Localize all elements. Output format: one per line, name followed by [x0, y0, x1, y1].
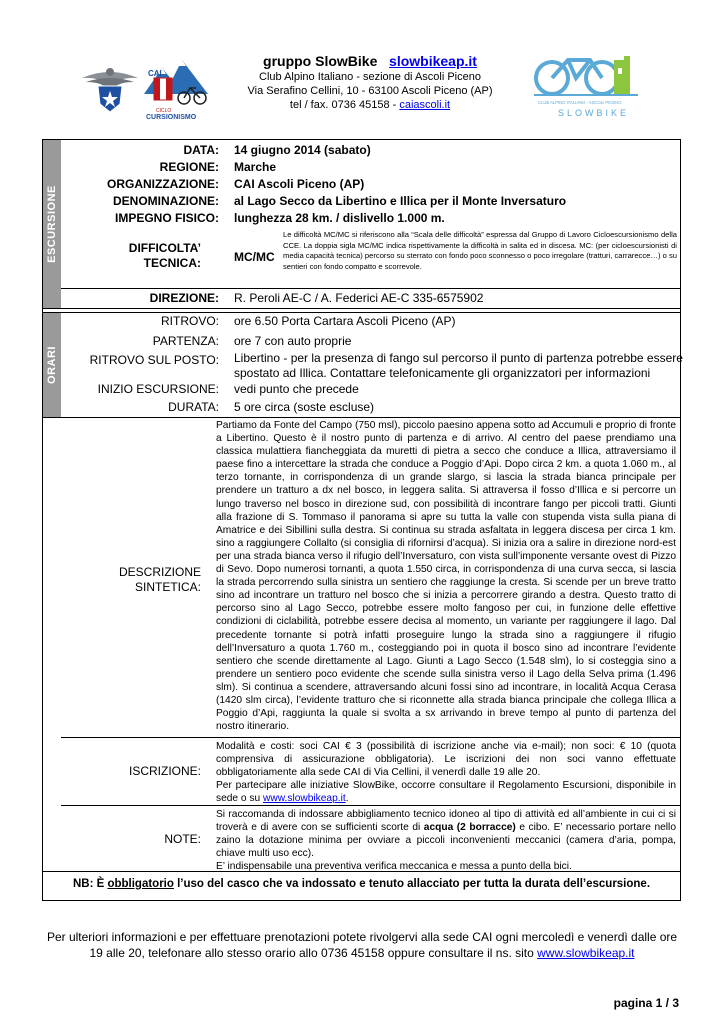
- note-label: NOTE:: [164, 832, 201, 846]
- divider: [61, 737, 680, 738]
- ritrovo-posto-value-2: spostato ad Illica. Contattare telefonicamente gli organizzatori per informazioni: [234, 366, 651, 380]
- direzione-value: R. Peroli AE-C / A. Federici AE-C 335-6575902: [234, 291, 484, 305]
- slowbike-logo: [530, 54, 642, 120]
- footer-link[interactable]: www.slowbikeap.it: [537, 946, 635, 960]
- orari-label: ORARI: [46, 346, 58, 384]
- caiascoli-link[interactable]: caiascoli.it: [399, 99, 451, 111]
- ritrovo-posto-value-1: Libertino - per la presenza di fango sul percorso il punto di partenza potrebbe essere: [234, 351, 683, 365]
- impegno-label: IMPEGNO FISICO:: [114, 211, 219, 225]
- difficolta-note: Le difficoltà MC/MC si riferiscono alla “Scala delle difficoltà” espressa dal Gruppo di Lavoro Cicloescursionismo della CCE. La doppia sigla MC/MC indica rispettivamente la difficoltà in salita ed in discesa. MC: (per cicloescursionisti di media capacità tecnica) percorso su sterrato con fondo poco sconnesso o poco irregolare (tratturi, carrarecce…) o su sentieri con fondo compatto e scorrevole.: [283, 230, 677, 271]
- header-line1: Club Alpino Italiano - sezione di Ascoli Piceno: [259, 71, 481, 83]
- header-line2: Via Serafino Cellini, 10 - 63100 Ascoli Piceno (AP): [247, 85, 493, 97]
- data-label: DATA:: [183, 143, 219, 157]
- slowbike-logo-small: CLUB ALPINO ITALIANO - ASCOLI PICENO: [538, 100, 622, 105]
- organizzazione-value: CAI Ascoli Piceno (AP): [234, 177, 365, 191]
- organizzazione-label: ORGANIZZAZIONE:: [107, 177, 219, 191]
- slowbike-link[interactable]: www.slowbikeap.it: [263, 793, 346, 805]
- escursione-label: ESCURSIONE: [46, 185, 58, 263]
- iscrizione-text: Modalità e costi: soci CAI € 3 (possibilità di iscrizione anche via e-mail); non soci: € 10 (quota comprensiva di assicurazione obbligatoria). Le iscrizioni dei non soci vanno effettuate obbligatoriamente alla sede CAI di Via Cellini, il venerdì dalle 19 alle 20. Per partecipare alle iniziative SlowBike, occorre consultare il Regolamento Escursioni, disponibile in sede o su www.slowbikeap.it.: [216, 741, 676, 805]
- durata-label: DURATA:: [168, 400, 219, 414]
- divider: [61, 288, 680, 289]
- difficolta-label: DIFFICOLTA’ TECNICA:: [128, 241, 201, 270]
- cai-logo-sub: CICLO: [156, 108, 172, 114]
- ritrovo-value: ore 6.50 Porta Cartara Ascoli Piceno (AP): [234, 314, 456, 328]
- footer-info: Per ulteriori informazioni e per effettuare prenotazioni potete rivolgervi alla sede CAI ogni mercoledì e venerdì dalle ore 19 alle 20, telefonare allo stesso orario allo 0736 45158 oppure consultare il ns. sito www.slowbikeap.it: [46, 930, 678, 960]
- descrizione-label: DESCRIZIONE SINTETICA:: [118, 565, 201, 594]
- ritrovo-label: RITROVO:: [160, 314, 219, 328]
- partenza-label: PARTENZA:: [152, 334, 219, 348]
- iscrizione-label: ISCRIZIONE:: [128, 764, 201, 778]
- orari-band: [43, 313, 61, 417]
- regione-value: Marche: [234, 160, 277, 174]
- durata-value: 5 ore circa (soste escluse): [234, 400, 375, 414]
- cai-cicloescursionismo-logo: [142, 54, 210, 122]
- impegno-value: lunghezza 28 km. / dislivello 1.000 m.: [234, 211, 445, 225]
- cai-eagle-logo: [80, 60, 140, 115]
- excursion-table: [42, 139, 681, 901]
- inizio-label: INIZIO ESCURSIONE:: [97, 382, 219, 396]
- divider: [43, 308, 680, 309]
- note-text: Si raccomanda di indossare abbigliamento tecnico idoneo al tipo di attività ed all’ambiente in cui ci si troverà e di avere con se sufficienti scorte di acqua (2 borracce) e cibo. E’ necessario portare nello zaino la dotazione minima per ovviare a piccoli inconvenienti meccanici (camera d’aria, pompa, chiave multi uso ecc). E’ indispensabile una preventiva verifica meccanica e messa a punto della bici.: [216, 809, 676, 873]
- group-link[interactable]: slowbikeap.it: [389, 53, 477, 69]
- escursione-band: [43, 140, 61, 308]
- denominazione-value: al Lago Secco da Libertino e Illica per il Monte Inversaturo: [234, 194, 567, 208]
- helmet-notice: NB: È obbligatorio l’uso del casco che va indossato e tenuto allacciato per tutta la durata dell’escursione.: [72, 878, 651, 890]
- partenza-value: ore 7 con auto proprie: [234, 334, 352, 348]
- regione-label: REGIONE:: [159, 160, 219, 174]
- divider: [43, 871, 680, 872]
- descrizione-text: Partiamo da Fonte del Campo (750 msl), piccolo paesino appena sotto ad Accumuli e proprio di fronte a Libertino. Questo è il nostro punto di partenza e di arrivo. Al centro del paese prendiamo una classica mulattiera fiancheggiata da muretti di pietra a secco che conduce a Illica, attraversiamo il paese fino a intercettare la strada che conduce a Poggio d’Api. Dopo circa 2 km. a quota 1.060 m., al terzo tornante, in corrispondenza di un grande slargo, si lascia la strada bianca principale per prendere un tratturo a dx nel bosco, in leggera salita. Si attraversa il fosso d’Illica e si percorre un lungo traverso nel bosco in direzione sud, con possibilità di incontrare fango per piccoli tratti. Giunti alla frazione di S. Tommaso il panorama si apre su tutta la valle con stupenda vista sulla piana di Amatrice e dei Sibillini sulla destra. Si continua su strada asfaltata in leggera discesa per circa 1 km. sino a raggiungere Collalto (si consiglia di rifornirsi d’acqua). Si inizia ora a salire in direzione nord-est per una strada bianca verso il rifugio dell’Inversaturo, con vista sull’imponente versante ovest di Pizzo di Sevo. Dopo numerosi tornanti, a quota 1.550 circa, in corrispondenza di una curva secca, si lascia la strada percorrendo sulla sinistra un sentiero che raggiunge la cresta. Si scende per un breve tratto sino ad incontrare un tratturo nel bosco che si inizia a percorrere girando a destra. Questo tratto di percorso sino al Lago Secco, potrebbe essere molto fangoso per cui, in funzione delle effettive condizioni di ciclabilità, potrebbe essere decisa al momento, un variante per raggiungere il lago. Dal precedente tornante si potrà infatti proseguire lungo la strada sino a raggiungere il rifugio dell’Inversaturo a quota 1.760 m., costeggiando poi in quota il bosco sino ad incontrare l’evidente sentiero che scende direttamente al Lago. Giunti a Lago Secco (1.548 slm), lo si costeggia sino a prendere un sentiero poco evidente che scende sulla sinistra verso il Lago della Selva prima (1.496 slm). Si continua a scendere, attraversando alcuni fossi sino ad incontrare, in località Acqua Cerasa (1420 slm circa), l’evidente tratturo che si riconnette alla strada bianca principale che collega Illica a Poggio d’Api, raggiunta la quale si svolta a sx arrivando in breve tempo al punto di partenza del nostro itinerario.: [216, 420, 676, 733]
- header-info: [215, 52, 525, 112]
- divider: [61, 805, 680, 806]
- divider: [43, 312, 680, 313]
- cai-logo-text: CAI: [148, 69, 162, 78]
- inizio-value: vedi punto che precede: [234, 382, 359, 396]
- difficolta-value: MC/MC: [234, 250, 275, 264]
- ritrovo-posto-label: RITROVO SUL POSTO:: [89, 353, 219, 367]
- header-line3: tel / fax. 0736 45158 -: [289, 99, 400, 111]
- data-value: 14 giugno 2014 (sabato): [234, 143, 371, 157]
- direzione-label: DIREZIONE:: [149, 291, 219, 305]
- slowbike-logo-text: SLOWBIKE: [558, 108, 630, 118]
- denominazione-label: DENOMINAZIONE:: [113, 194, 219, 208]
- page-header: [0, 52, 724, 122]
- page-number: pagina 1 / 3: [613, 996, 679, 1010]
- cai-logo-sub2: CURSIONISMO: [146, 114, 197, 121]
- group-title: gruppo SlowBike: [263, 53, 378, 69]
- divider: [43, 417, 680, 418]
